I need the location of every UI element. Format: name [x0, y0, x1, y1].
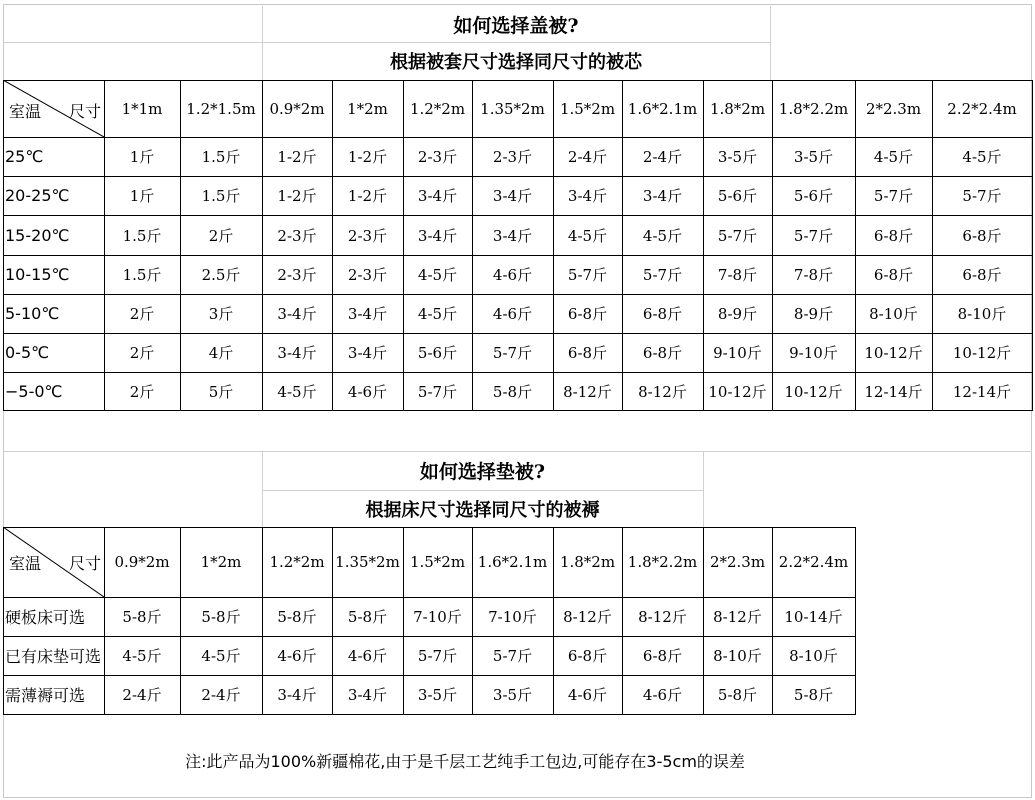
table-cell: 1-2斤: [277, 148, 317, 166]
row-label: 5-10℃: [5, 304, 60, 323]
table-cell: 1-2斤: [347, 187, 388, 205]
title-gridline: [770, 6, 771, 80]
table-cell: 2-3斤: [277, 226, 317, 245]
table-cell: 8-12斤: [713, 608, 762, 626]
table-cell: 4-5斤: [417, 266, 458, 284]
table-cell: 5-8斤: [277, 608, 317, 626]
column-header: 1.35*2m: [480, 99, 545, 118]
table-cell: 5-7斤: [492, 344, 533, 362]
table-cell: 4-5斤: [417, 305, 458, 323]
table-cell: 12-14斤: [952, 382, 1012, 401]
title-gridline: [703, 451, 704, 527]
table-cell: 2-4斤: [201, 686, 241, 704]
table-cell: 4-5斤: [642, 226, 683, 245]
column-header: 1.6*2.1m: [627, 99, 698, 118]
table-cell: 6-8斤: [962, 226, 1002, 245]
table-cell: 1.5斤: [201, 148, 241, 166]
table-cell: 5-7斤: [717, 226, 758, 245]
table-cell: 10-12斤: [952, 344, 1012, 362]
table-cell: 10-12斤: [708, 382, 767, 401]
table-cell: 5-7斤: [873, 187, 914, 205]
row-label: −5-0℃: [5, 381, 63, 401]
table-cell: 2-4斤: [122, 686, 162, 704]
table-cell: 4-6斤: [492, 266, 533, 284]
table-cell: 7-10斤: [488, 608, 537, 626]
table-cell: 8-12斤: [563, 608, 612, 626]
table-cell: 5-7斤: [793, 226, 834, 245]
table-cell: 3-4斤: [347, 686, 388, 704]
table-cell: 7-10斤: [413, 608, 462, 626]
table-cell: 2.5斤: [201, 266, 241, 284]
column-header: 1.2*2m: [409, 99, 466, 118]
table-cell: 9-10斤: [789, 344, 838, 362]
title-gridline: [3, 42, 262, 43]
table-cell: 5-8斤: [122, 608, 162, 626]
row-label: 硬板床可选: [5, 608, 86, 627]
column-header: 1*2m: [347, 99, 388, 118]
table-cell: 3-4斤: [347, 305, 388, 323]
column-header: 1.8*2m: [559, 553, 616, 571]
table-cell: 2-3斤: [347, 226, 388, 245]
table-cell: 3-5斤: [492, 686, 533, 704]
row-label: 25℃: [5, 147, 44, 166]
table-cell: 3-4斤: [277, 305, 317, 323]
table-cell: 8-10斤: [869, 305, 918, 323]
table-cell: 3-4斤: [492, 226, 533, 245]
table-cell: 8-12斤: [638, 382, 687, 401]
row-label: 需薄褥可选: [5, 686, 86, 705]
table-cell: 6-8斤: [567, 305, 608, 323]
table-title: 如何选择垫被?: [419, 461, 546, 483]
table-cell: 4-5斤: [962, 148, 1002, 166]
table-cell: 2-4斤: [642, 148, 683, 166]
table-cell: 3-4斤: [347, 344, 388, 362]
table-cell: 4斤: [208, 344, 234, 362]
table-cell: 3-4斤: [492, 187, 533, 205]
table-cell: 9-10斤: [713, 344, 762, 362]
corner-temperature-label: 室温: [8, 101, 41, 121]
table-cell: 3-5斤: [717, 148, 758, 166]
table-cell: 7-8斤: [793, 266, 834, 284]
row-label: 10-15℃: [5, 265, 70, 284]
table-cell: 8-9斤: [793, 305, 834, 323]
table-cell: 8-12斤: [638, 608, 687, 626]
table-cell: 5-8斤: [347, 608, 388, 626]
table-cell: 5-6斤: [717, 187, 758, 205]
table-cell: 5-7斤: [492, 647, 533, 665]
table-cell: 2-3斤: [277, 266, 317, 284]
table-cell: 2-4斤: [567, 148, 608, 166]
table-cell: 6-8斤: [873, 226, 914, 245]
column-header: 1.5*2m: [409, 553, 466, 571]
table-cell: 3-4斤: [277, 686, 317, 704]
table-cell: 8-9斤: [717, 305, 758, 323]
corner-size-label: 尺寸: [68, 553, 101, 573]
table-cell: 7-8斤: [717, 266, 758, 284]
table-cell: 4-6斤: [642, 686, 683, 704]
column-header: 1.8*2.2m: [627, 553, 698, 571]
row-label: 20-25℃: [5, 186, 70, 205]
table-cell: 3斤: [208, 305, 234, 323]
table-cell: 6-8斤: [567, 344, 608, 362]
table-cell: 5-7斤: [567, 266, 608, 284]
table-cell: 2-3斤: [492, 148, 533, 166]
corner-size-label: 尺寸: [68, 101, 101, 121]
table-cell: 4-6斤: [492, 305, 533, 323]
table-cell: 2斤: [129, 305, 155, 323]
table-cell: 1-2斤: [277, 187, 317, 205]
table-cell: 4-6斤: [567, 686, 608, 704]
table-cell: 1.5斤: [122, 226, 162, 245]
row-label: 0-5℃: [5, 343, 50, 362]
table-cell: 6-8斤: [567, 647, 608, 665]
column-header: 2.2*2.4m: [778, 553, 849, 571]
table-cell: 6-8斤: [642, 305, 683, 323]
table-cell: 2斤: [129, 382, 155, 401]
table-cell: 3-4斤: [277, 344, 317, 362]
table-cell: 5-6斤: [417, 344, 458, 362]
table-cell: 2斤: [129, 344, 155, 362]
table-cell: 5-8斤: [492, 382, 533, 401]
table-cell: 4-6斤: [347, 382, 388, 401]
table-cell: 8-10斤: [789, 647, 838, 665]
corner-temperature-label: 室温: [8, 553, 41, 573]
table-cell: 8-12斤: [563, 382, 612, 401]
column-header: 0.9*2m: [114, 553, 170, 571]
table-cell: 5-7斤: [962, 187, 1002, 205]
table-cell: 3-5斤: [793, 148, 834, 166]
column-header: 1.8*2m: [709, 99, 766, 118]
column-header: 1.5*2m: [559, 99, 616, 118]
table-cell: 5-7斤: [642, 266, 683, 284]
column-header: 2.2*2.4m: [947, 99, 1017, 118]
table-cell: 1斤: [129, 148, 155, 166]
table-cell: 4-5斤: [277, 382, 317, 401]
table-cell: 2斤: [208, 226, 234, 245]
col-line: [1032, 80, 1033, 411]
row-label: 15-20℃: [5, 225, 70, 245]
column-header: 1*1m: [121, 99, 163, 118]
table-cell: 1斤: [129, 187, 155, 205]
table-cell: 4-5斤: [201, 647, 241, 665]
column-header: 1.35*2m: [335, 553, 400, 571]
table-cell: 10-14斤: [784, 608, 843, 626]
table-title: 如何选择盖被?: [453, 14, 579, 37]
table-cell: 4-6斤: [347, 647, 388, 665]
footnote: 注:此产品为100%新疆棉花,由于是千层工艺纯手工包边,可能存在3-5cm的误差: [185, 751, 745, 771]
column-header: 1.8*2.2m: [778, 99, 849, 118]
table-cell: 1.5斤: [201, 187, 241, 205]
table-cell: 2-3斤: [417, 148, 458, 166]
row-label: 已有床垫可选: [5, 647, 102, 666]
table-cell: 8-10斤: [713, 647, 762, 665]
table-cell: 10-12斤: [864, 344, 923, 362]
column-header: 2*2.3m: [709, 553, 766, 571]
table-cell: 4-5斤: [567, 226, 608, 245]
column-header: 1*2m: [200, 553, 242, 571]
table-cell: 12-14斤: [864, 382, 923, 401]
col-line: [855, 527, 856, 715]
table-cell: 3-4斤: [417, 226, 458, 245]
table-cell: 5-7斤: [417, 647, 458, 665]
table-subtitle: 根据被套尺寸选择同尺寸的被芯: [390, 52, 642, 73]
table-cell: 3-4斤: [417, 187, 458, 205]
column-header: 1.2*2m: [269, 553, 325, 571]
table-cell: 5斤: [208, 382, 234, 401]
table-cell: 4-6斤: [277, 647, 317, 665]
row-line: [3, 410, 1032, 411]
table-cell: 5-8斤: [793, 686, 834, 704]
table-subtitle: 根据床尺寸选择同尺寸的被褥: [365, 499, 600, 521]
column-header: 1.6*2.1m: [477, 553, 548, 571]
row-line: [3, 714, 855, 715]
column-header: 1.2*1.5m: [186, 99, 256, 118]
table-cell: 3-4斤: [642, 187, 683, 205]
table-cell: 5-7斤: [417, 382, 458, 401]
table-cell: 6-8斤: [962, 266, 1002, 284]
table-cell: 4-5斤: [873, 148, 914, 166]
table-cell: 1.5斤: [122, 266, 162, 284]
table-cell: 6-8斤: [642, 647, 683, 665]
table-cell: 3-4斤: [567, 187, 608, 205]
table-cell: 10-12斤: [784, 382, 843, 401]
table-cell: 3-5斤: [417, 686, 458, 704]
table-cell: 4-5斤: [122, 647, 162, 665]
table-cell: 2-3斤: [347, 266, 388, 284]
table-cell: 8-10斤: [957, 305, 1007, 323]
table-cell: 5-8斤: [201, 608, 241, 626]
column-header: 0.9*2m: [269, 99, 325, 118]
table-cell: 1-2斤: [347, 148, 388, 166]
table-cell: 5-6斤: [793, 187, 834, 205]
column-header: 2*2.3m: [865, 99, 922, 118]
table-cell: 6-8斤: [873, 266, 914, 284]
table-cell: 6-8斤: [642, 344, 683, 362]
table-cell: 5-8斤: [717, 686, 758, 704]
